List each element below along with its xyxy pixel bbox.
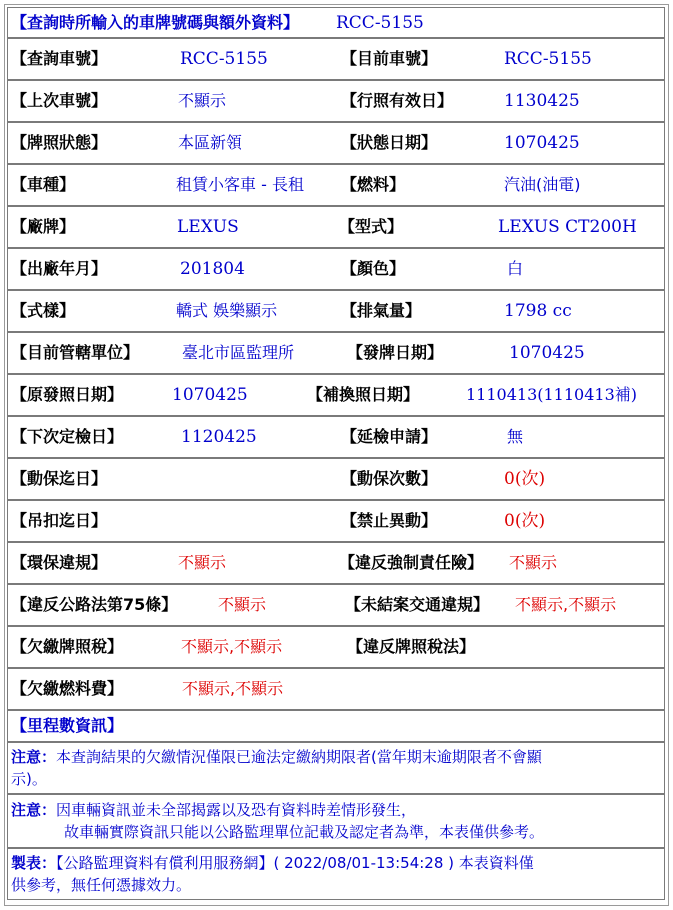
row-manufacture-date: [7, 248, 665, 290]
row-license-tax: [7, 626, 665, 668]
value-extension: 無: [507, 427, 524, 446]
row-original-issue: [7, 374, 665, 416]
value-license-valid: 1130425: [504, 91, 580, 111]
mileage-title: 【里程數資訊】: [11, 716, 124, 735]
label-extension: 【延檢申請】: [341, 427, 438, 446]
label-tax-law: 【違反牌照稅法】: [347, 637, 476, 656]
value-insurance-violation: 不顯示: [509, 553, 558, 572]
value-color: 白: [507, 259, 524, 278]
label-traffic-violation: 【未結案交通違規】: [345, 595, 490, 614]
label-current-plate: 【目前車號】: [341, 49, 438, 68]
row-style: [7, 290, 665, 332]
label-fuel-fee: 【欠繳燃料費】: [11, 679, 124, 698]
row-plate-status: [7, 122, 665, 164]
value-model: LEXUS CT200H: [498, 217, 637, 237]
row-next-inspection: [7, 416, 665, 458]
header-title: 【查詢時所輸入的車牌號碼與額外資料】: [11, 13, 300, 32]
value-last-plate: 不顯示: [178, 91, 227, 110]
label-transfer-ban: 【禁止異動】: [341, 511, 438, 530]
note-disclaimer-line2: 故車輛實際資訊只能以公路監理單位記載及認定者為準，本表僅供參考。: [64, 823, 545, 841]
label-license-valid: 【行照有效日】: [341, 91, 454, 110]
label-style: 【式樣】: [11, 301, 76, 320]
value-query-plate: RCC-5155: [180, 49, 268, 69]
label-query-plate: 【查詢車號】: [11, 49, 108, 68]
value-vehicle-type: 租賃小客車 - 長租: [176, 175, 304, 194]
row-mileage: [7, 710, 665, 742]
note-arrears-line2: 示)。: [11, 770, 47, 788]
value-manufacture-date: 201804: [180, 259, 245, 279]
row-highway-act: [7, 584, 665, 626]
header-plate: RCC-5155: [336, 13, 424, 33]
note-disclaimer: [7, 794, 665, 848]
note-arrears-line1: 本查詢結果的欠繳情況僅限已逾法定繳納期限者(當年期末逾期限者不會顯: [56, 748, 542, 766]
row-last-plate: [7, 80, 665, 122]
row-query-plate: [7, 38, 665, 80]
note-disclaimer-label: 注意：: [11, 801, 57, 819]
value-highway-act: 不顯示: [218, 595, 267, 614]
label-plate-status: 【牌照狀態】: [11, 133, 108, 152]
value-fuel-fee: 不顯示,不顯示: [182, 679, 284, 698]
label-suspension-date: 【吊扣迄日】: [11, 511, 108, 530]
row-env-violation: [7, 542, 665, 584]
value-status-date: 1070425: [504, 133, 580, 153]
row-jurisdiction: [7, 332, 665, 374]
value-brand: LEXUS: [177, 217, 239, 237]
value-env-violation: 不顯示: [178, 553, 227, 572]
value-plate-status: 本區新領: [178, 133, 243, 152]
value-next-inspection: 1120425: [181, 427, 257, 447]
label-status-date: 【狀態日期】: [341, 133, 438, 152]
footer-line2: 供參考，無任何憑據效力。: [11, 876, 192, 894]
label-license-tax: 【欠繳牌照稅】: [11, 637, 124, 656]
value-issue-date: 1070425: [509, 343, 585, 363]
value-original-issue: 1070425: [172, 385, 248, 405]
value-license-tax: 不顯示,不顯示: [181, 637, 283, 656]
row-vehicle-type: [7, 164, 665, 206]
label-highway-act: 【違反公路法第75條】: [11, 595, 178, 614]
value-fuel: 汽油(油電): [504, 175, 581, 194]
label-displacement: 【排氣量】: [341, 301, 422, 320]
row-fuel-fee: [7, 668, 665, 710]
footer: [7, 848, 665, 900]
value-reissue-date: 1110413(1110413補): [466, 385, 638, 404]
label-lien-date: 【動保迄日】: [11, 469, 108, 488]
label-color: 【顏色】: [341, 259, 406, 278]
label-issue-date: 【發牌日期】: [347, 343, 444, 362]
header-row: [7, 7, 665, 38]
label-fuel: 【燃料】: [341, 175, 406, 194]
label-insurance-violation: 【違反強制責任險】: [339, 553, 484, 572]
footer-label: 製表：: [11, 854, 57, 872]
label-manufacture-date: 【出廠年月】: [11, 259, 108, 278]
footer-line1: 【公路監理資料有償利用服務網】( 2022/08/01-13:54:28 ) 本表資料僅: [56, 854, 534, 872]
label-env-violation: 【環保違規】: [11, 553, 108, 572]
value-jurisdiction: 臺北市區監理所: [182, 343, 295, 362]
label-brand: 【廠牌】: [11, 217, 76, 236]
note-arrears-label: 注意：: [11, 748, 57, 766]
value-traffic-violation: 不顯示,不顯示: [515, 595, 617, 614]
value-transfer-ban: 0(次): [504, 511, 546, 531]
note-disclaimer-line1: 因車輛資訊並未全部揭露以及恐有資料時差情形發生，: [56, 801, 417, 819]
label-next-inspection: 【下次定檢日】: [11, 427, 124, 446]
value-current-plate: RCC-5155: [504, 49, 592, 69]
value-style: 轎式 娛樂顯示: [176, 301, 278, 320]
label-original-issue: 【原發照日期】: [11, 385, 124, 404]
label-jurisdiction: 【目前管轄單位】: [11, 343, 140, 362]
label-model: 【型式】: [339, 217, 404, 236]
value-lien-count: 0(次): [504, 469, 546, 489]
label-last-plate: 【上次車號】: [11, 91, 108, 110]
row-brand: [7, 206, 665, 248]
row-lien-date: [7, 458, 665, 500]
label-lien-count: 【動保次數】: [341, 469, 438, 488]
row-suspension-date: [7, 500, 665, 542]
note-arrears: [7, 742, 665, 794]
label-reissue-date: 【補換照日期】: [307, 385, 420, 404]
label-vehicle-type: 【車種】: [11, 175, 76, 194]
value-displacement: 1798 cc: [504, 301, 572, 321]
